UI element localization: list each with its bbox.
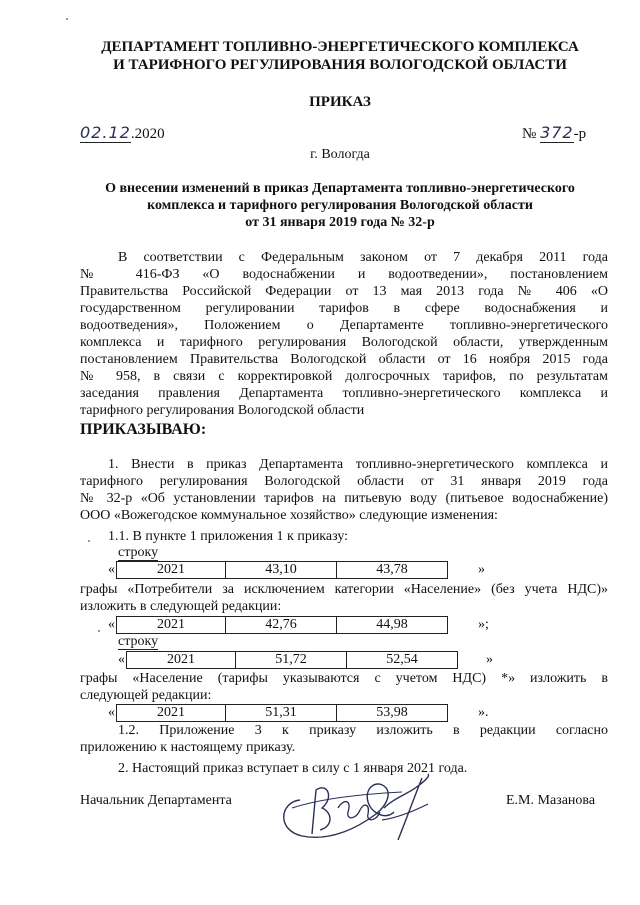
preamble-line: водоотведения», Положением о Департаменте топливно-энергетического (80, 318, 608, 333)
quote-close: »; (478, 617, 489, 632)
item2: 2. Настоящий приказ вступает в силу с 1 января 2021 года. (118, 761, 468, 776)
item1-1-heading: 1.1. В пункте 1 приложения 1 к приказу: (108, 529, 349, 544)
table-cell-value: 43,10 (226, 562, 337, 579)
date-year: .2020 (130, 126, 165, 142)
signatory-position: Начальник Департамента (80, 793, 232, 808)
table-row (127, 652, 458, 669)
tariff-table-old-1 (116, 561, 448, 579)
graph1-line: графы «Потребители за исключением категории «Население» (без учета НДС)» (80, 582, 608, 597)
table-cell-value: 53,98 (337, 705, 448, 722)
table-cell-year: 2021 (117, 705, 226, 722)
quote-open: « (108, 705, 115, 720)
signatory-name: Е.М. Мазанова (506, 793, 596, 808)
department-name-line1: ДЕПАРТАМЕНТ ТОПЛИВНО-ЭНЕРГЕТИЧЕСКОГО КОМПЛЕКСА (101, 39, 579, 55)
table-cell-value: 51,31 (226, 705, 337, 722)
item1-2-line: приложению к настоящему приказу. (80, 740, 296, 755)
preamble-line: заседания правления Департамента топливно-энергетического комплекса и (80, 386, 608, 401)
quote-close: » (486, 652, 493, 667)
city: г. Вологда (310, 147, 370, 162)
order-number (522, 124, 586, 143)
document-type: ПРИКАЗ (309, 94, 371, 110)
scan-mark (98, 630, 100, 632)
preamble-line: постановлением Правительства Вологодской области от 16 ноября 2015 года (80, 352, 608, 367)
graph1-line: изложить в следующей редакции: (80, 599, 282, 614)
item1-line: 1. Внести в приказ Департамента топливно-энергетического комплекса и (108, 457, 608, 472)
scan-mark (66, 18, 68, 20)
preamble-line: № 416-ФЗ «О водоснабжении и водоотведении», постановлением (80, 267, 608, 282)
tariff-table-new-2 (116, 704, 448, 722)
row-word: строку (118, 545, 159, 560)
table-cell-value: 42,76 (226, 617, 337, 634)
table-row (117, 705, 448, 722)
item1-line: № 32-р «Об установлении тарифов на питьевую воду (питьевое водоснабжение) (80, 491, 608, 506)
table-cell-year: 2021 (117, 617, 226, 634)
graph2-line: следующей редакции: (80, 688, 212, 703)
title-line3: от 31 января 2019 года № 32-р (245, 215, 435, 230)
preamble-line: № 958, в связи с корректировкой долгосрочных тарифов, по результатам (80, 369, 608, 384)
order-word: ПРИКАЗЫВАЮ: (80, 421, 207, 438)
preamble-line: комплекса и тарифного регулирования Вологодской области, утвержденным (80, 335, 608, 350)
preamble-line: В соответствии с Федеральным законом от 7 декабря 2011 года (118, 250, 608, 265)
handwritten-date: 02.12 (80, 123, 131, 142)
table-row (117, 617, 448, 634)
quote-open: « (108, 562, 115, 577)
number-prefix: № (522, 126, 537, 142)
title-line1: О внесении изменений в приказ Департамента топливно-энергетического (105, 181, 575, 196)
table-row (117, 562, 448, 579)
table-cell-value: 51,72 (236, 652, 347, 669)
table-cell-value: 44,98 (337, 617, 448, 634)
preamble-line: Правительства Российской Федерации от 13 мая 2013 года № 406 «О (80, 284, 608, 299)
department-name-line2: И ТАРИФНОГО РЕГУЛИРОВАНИЯ ВОЛОГОДСКОЙ ОБЛАСТИ (113, 57, 567, 73)
tariff-table-old-2 (126, 651, 458, 669)
row-word: строку (118, 634, 159, 649)
number-suffix: -р (573, 126, 587, 142)
quote-close: ». (478, 705, 489, 720)
table-cell-value: 52,54 (347, 652, 458, 669)
table-cell-year: 2021 (127, 652, 236, 669)
tariff-table-new-1 (116, 616, 448, 634)
table-cell-value: 43,78 (337, 562, 448, 579)
item1-line: ООО «Вожегодское коммунальное хозяйство» следующие изменения: (80, 508, 498, 523)
item1-line: тарифного регулирования Вологодской области от 31 января 2019 года (80, 474, 608, 489)
table-cell-year: 2021 (117, 562, 226, 579)
item1-2-line: 1.2. Приложение 3 к приказу изложить в редакции согласно (118, 723, 608, 738)
title-line2: комплекса и тарифного регулирования Вологодской области (147, 198, 533, 213)
order-date (80, 124, 165, 143)
scan-mark (88, 540, 90, 542)
quote-open: « (118, 652, 125, 667)
graph2-line: графы «Население (тарифы указываются с учетом НДС) *» изложить в (80, 671, 608, 686)
preamble-line: тарифного регулирования Вологодской области (80, 403, 365, 418)
quote-close: » (478, 562, 485, 577)
handwritten-signature (272, 768, 452, 848)
quote-open: « (108, 617, 115, 632)
handwritten-number: 372 (540, 123, 574, 142)
preamble-line: государственном регулировании тарифов в сфере водоснабжения и (80, 301, 608, 316)
